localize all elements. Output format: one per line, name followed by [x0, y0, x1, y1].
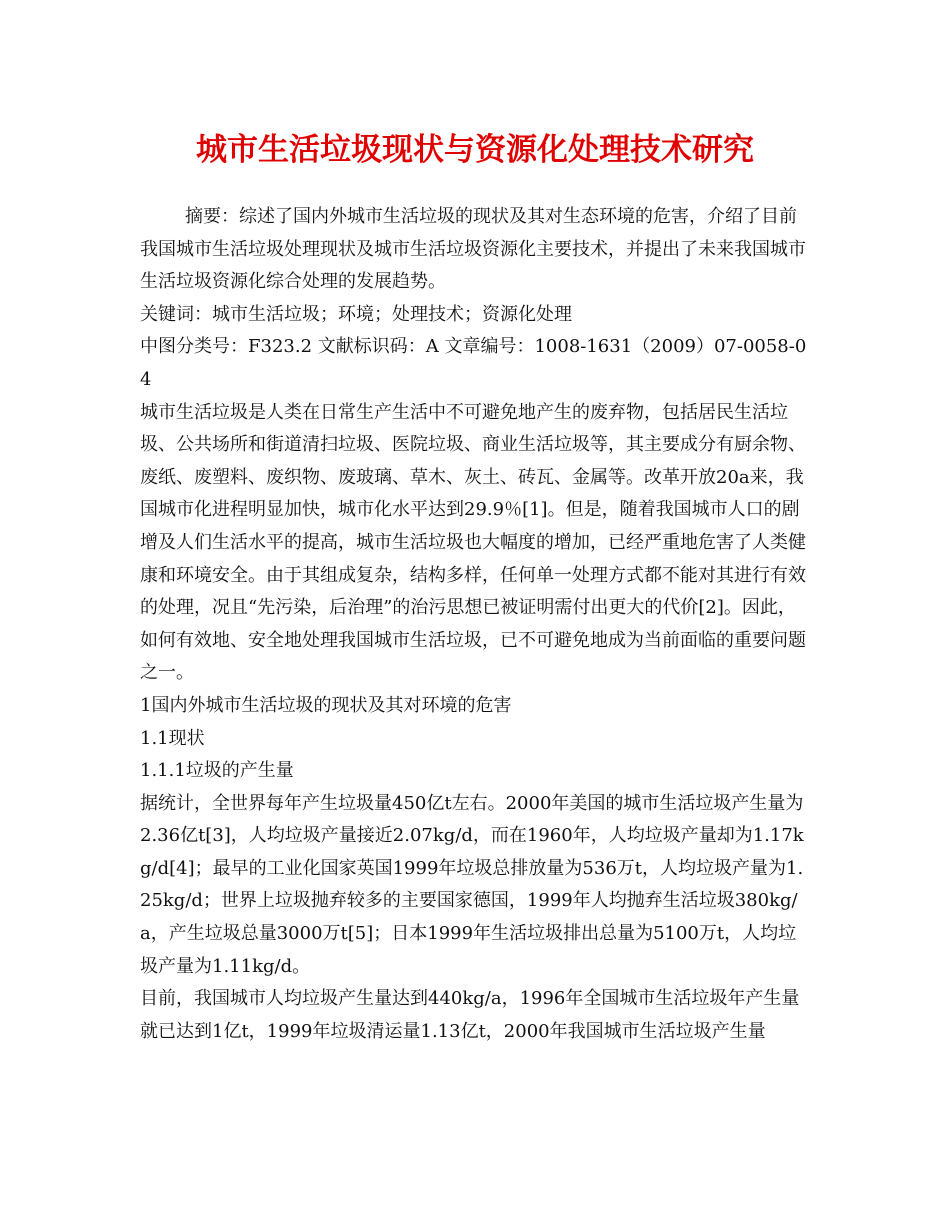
- abstract-paragraph: 摘要：综述了国内外城市生活垃圾的现状及其对生态环境的危害，介绍了目前我国城市生活垃圾处理现状及城市生活垃圾资源化主要技术，并提出了未来我国城市生活垃圾资源化综合处理的发展趋势。: [140, 206, 806, 293]
- world-statistics-paragraph: 据统计，全世界每年产生垃圾量450亿t左右。2000年美国的城市生活垃圾产生量为2.36亿t[3]，人均垃圾产量接近2.07kg/d，而在1960年，人均垃圾产量却为1.17kg/d[4]；最早的工业化国家英国1999年垃圾总排放量为536万t，人均垃圾产量为1.25kg/d；世界上垃圾抛弃较多的主要国家德国，1999年人均抛弃生活垃圾380kg/a，产生垃圾总量3000万t[5]；日本1999年生活垃圾排出总量为5100万t，人均垃圾产量为1.11kg/d。: [140, 792, 804, 977]
- keywords-line: 关键词：城市生活垃圾；环境；处理技术；资源化处理: [140, 303, 572, 325]
- intro-paragraph: 城市生活垃圾是人类在日常生产生活中不可避免地产生的废弃物，包括居民生活垃圾、公共场所和街道清扫垃圾、医院垃圾、商业生活垃圾等，其主要成分有厨余物、废纸、废塑料、废织物、废玻璃、草木、灰土、砖瓦、金属等。改革开放20a来，我国城市化进程明显加快，城市化水平达到29.9％[1]。但是，随着我国城市人口的剧增及人们生活水平的提高，城市生活垃圾也大幅度的增加，已经严重地危害了人类健康和环境安全。由于其组成复杂，结构多样，任何单一处理方式都不能对其进行有效的处理，况且“先污染，后治理”的治污思想已被证明需付出更大的代价[2]。因此，如何有效地、安全地处理我国城市生活垃圾，已不可避免地成为当前面临的重要问题之一。: [140, 401, 806, 684]
- section-heading-1-1: 1.1现状: [140, 727, 205, 749]
- china-statistics-paragraph: 目前，我国城市人均垃圾产生量达到440kg/a，1996年全国城市生活垃圾年产生量就已达到1亿t，1999年垃圾清运量1.13亿t，2000年我国城市生活垃圾产生量: [140, 988, 800, 1042]
- section-heading-1: 1国内外城市生活垃圾的现状及其对环境的危害: [140, 694, 512, 716]
- section-heading-1-1-1: 1.1.1垃圾的产生量: [140, 760, 294, 782]
- document-title: 城市生活垃圾现状与资源化处理技术研究: [196, 132, 754, 168]
- classification-line: 中图分类号：F323.2 文献标识码：A 文章编号：1008-1631（2009）07-0058-04: [140, 336, 807, 390]
- document-body: [140, 201, 810, 1048]
